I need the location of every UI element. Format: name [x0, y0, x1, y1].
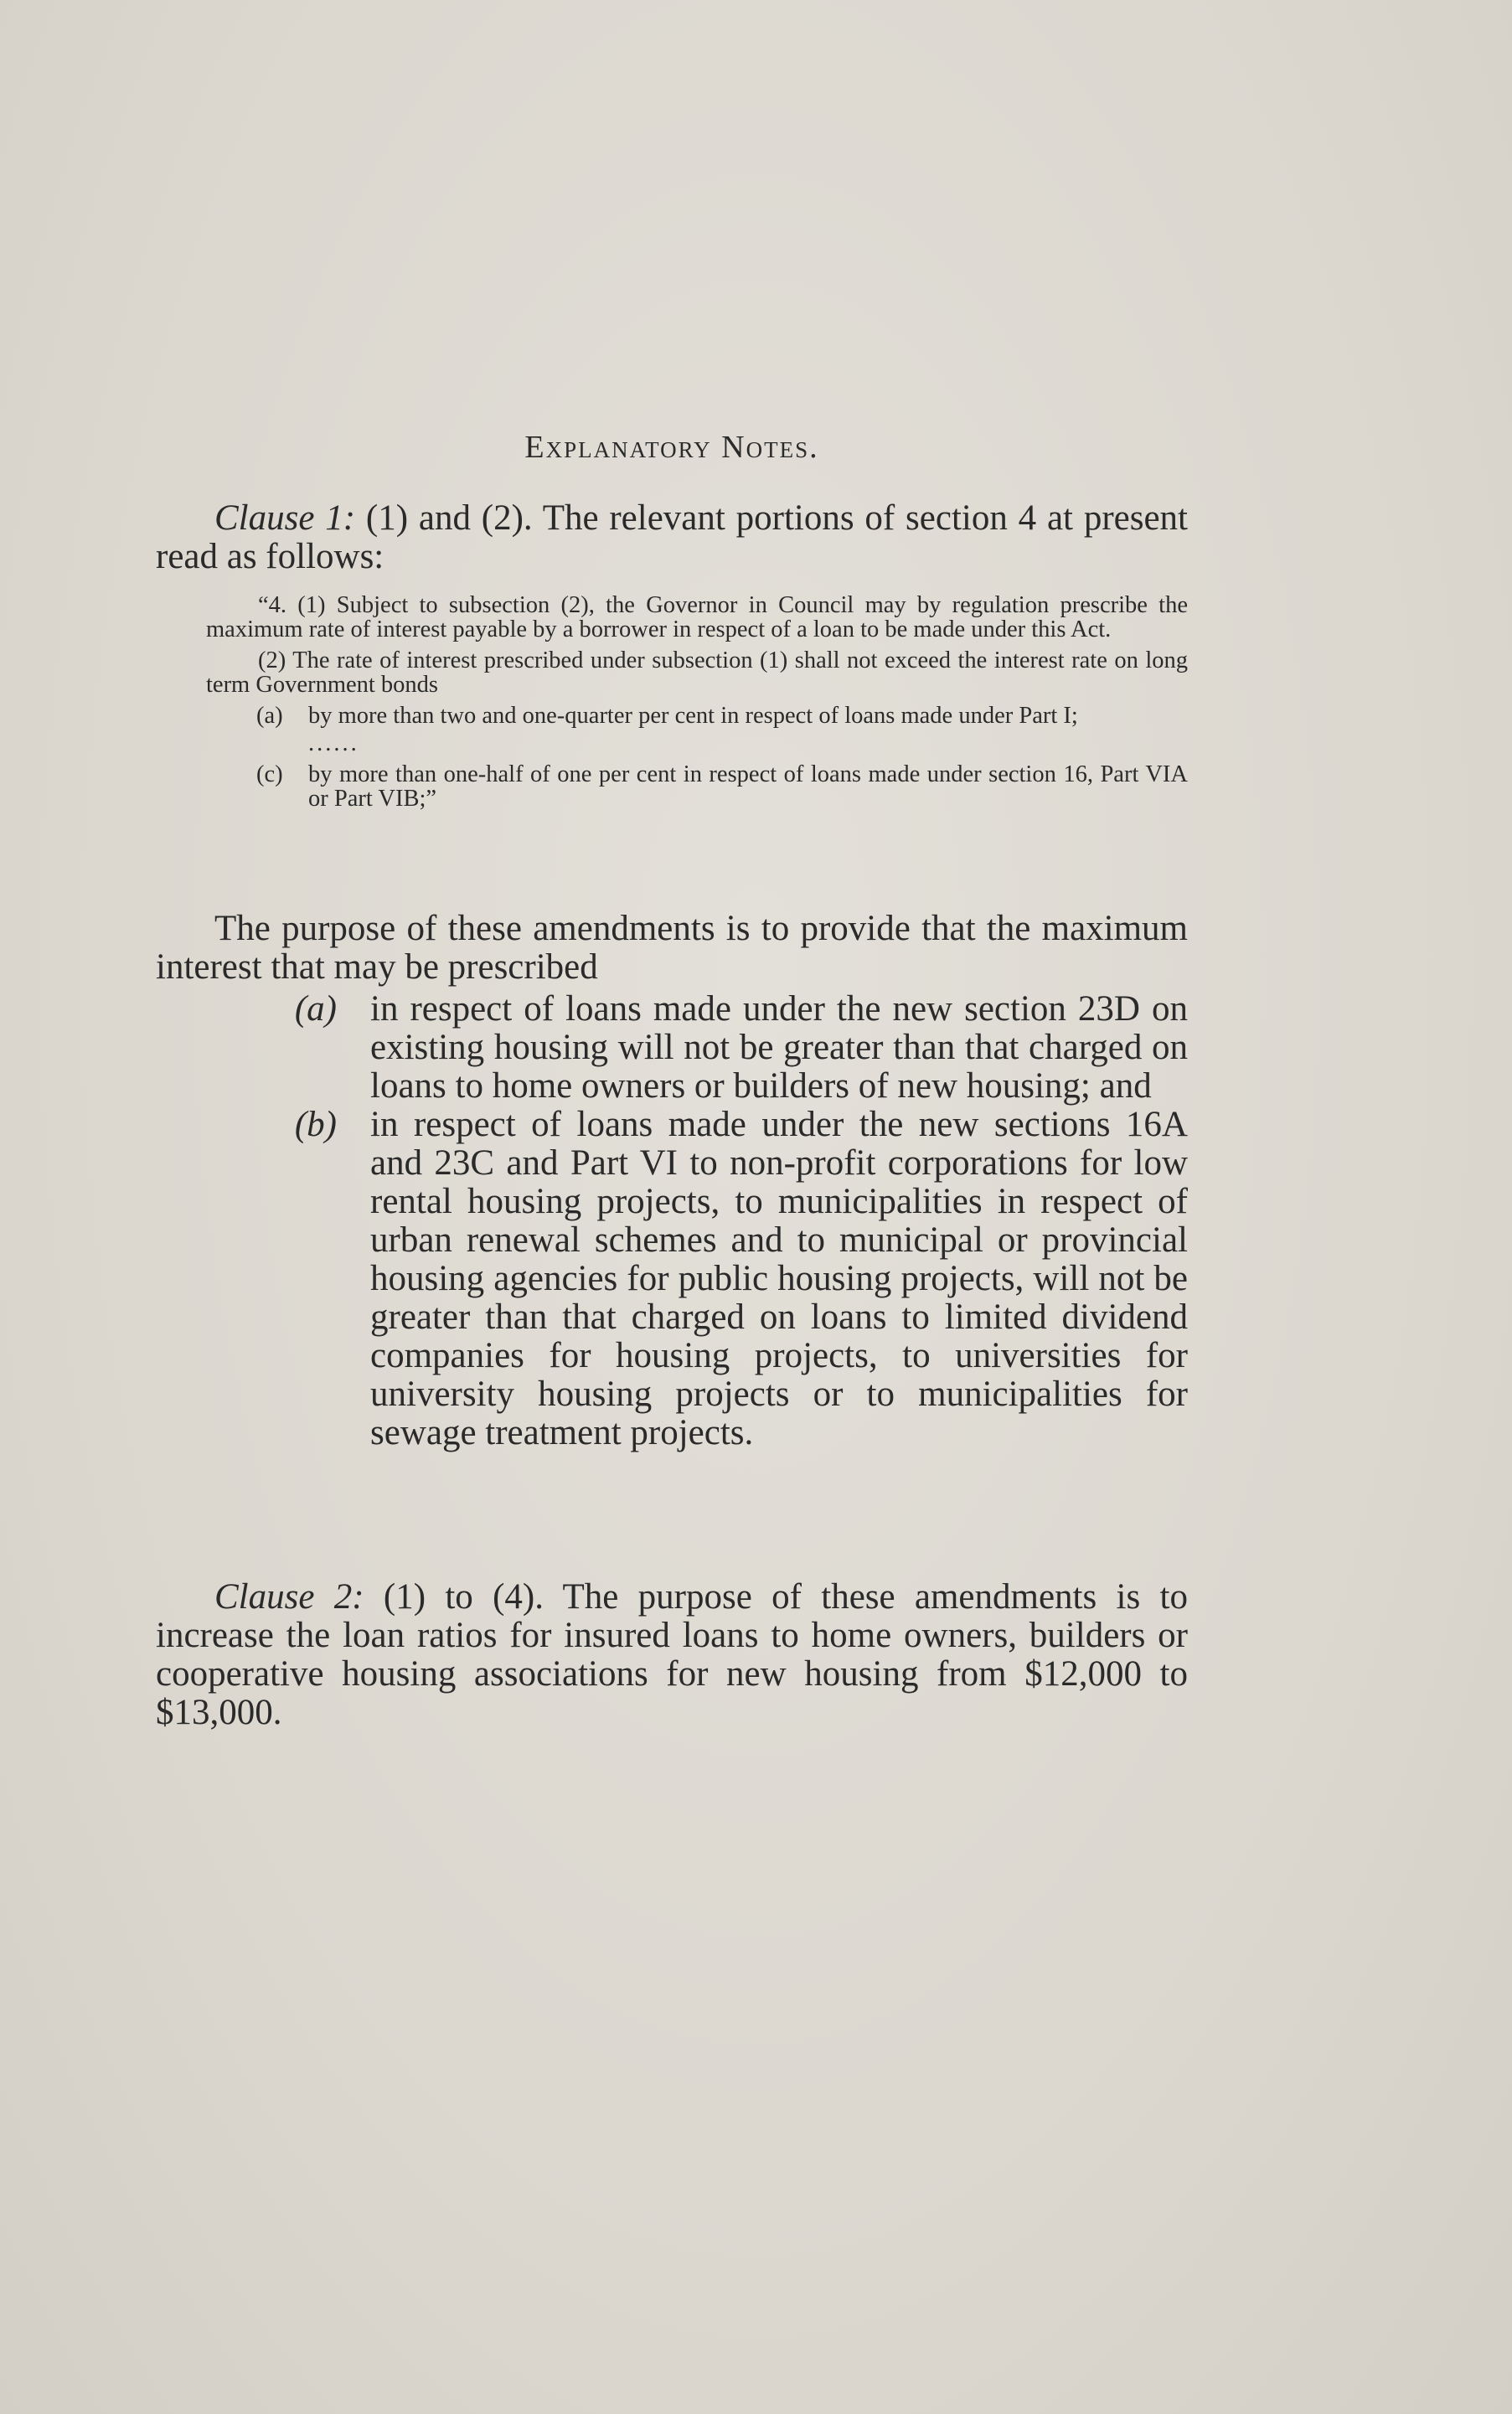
clause-2-label: Clause 2:: [214, 1577, 364, 1617]
quoted-section-4: [206, 593, 1188, 811]
quote-ellipsis: ......: [308, 730, 359, 756]
purpose-intro: The purpose of these amendments is to provide that the maximum interest that may be prescribed: [156, 909, 1188, 987]
quote-subsection-2: (2) The rate of interest prescribed under subsection (1) shall not exceed the interest rate on long term Government bonds: [206, 647, 1188, 698]
page-title: Explanatory Notes.: [524, 430, 819, 465]
purpose-list: [156, 990, 1188, 1452]
purpose-item-a: (a) in respect of loans made under the new section 23D on existing housing will not be greater than that charged on loans to home owners or builders of new housing; and: [294, 989, 1188, 1106]
quote-item-a: (a) by more than two and one-quarter per cent in respect of loans made under Part I;: [256, 703, 1078, 729]
clause-1-paragraph: [156, 499, 1188, 576]
clause-1-label: Clause 1:: [214, 498, 356, 538]
quote-subsection-1: “4. (1) Subject to subsection (2), the Governor in Council may by regulation prescribe the maximum rate of interest payable by a borrower in respect of a loan to be made under this Act.: [206, 592, 1188, 642]
clause-2-text: (1) to (4). The purpose of these amendments is to increase the loan ratios for insured loans to home owners, builders or cooperative housing associations for new housing from $12,000 to $13,000.: [156, 1577, 1188, 1732]
quote-item-c: (c) by more than one-half of one per cent in respect of loans made under section 16, Part VIA or Part VIB;”: [256, 761, 1188, 812]
clause-2-paragraph: [156, 1578, 1188, 1732]
clause-1-text: (1) and (2). The relevant portions of section 4 at present read as follows:: [156, 498, 1188, 576]
purpose-item-b: (b) in respect of loans made under the new sections 16A and 23C and Part VI to non-profit corporations for low rental housing projects, to municipalities in respect of urban renewal schemes and to municipal or provincial housing agencies for public housing projects, will not be greater than that charged on loans to limited dividend companies for housing projects, to universities for university housing projects or to municipalities for sewage treatment projects.: [294, 1105, 1188, 1452]
